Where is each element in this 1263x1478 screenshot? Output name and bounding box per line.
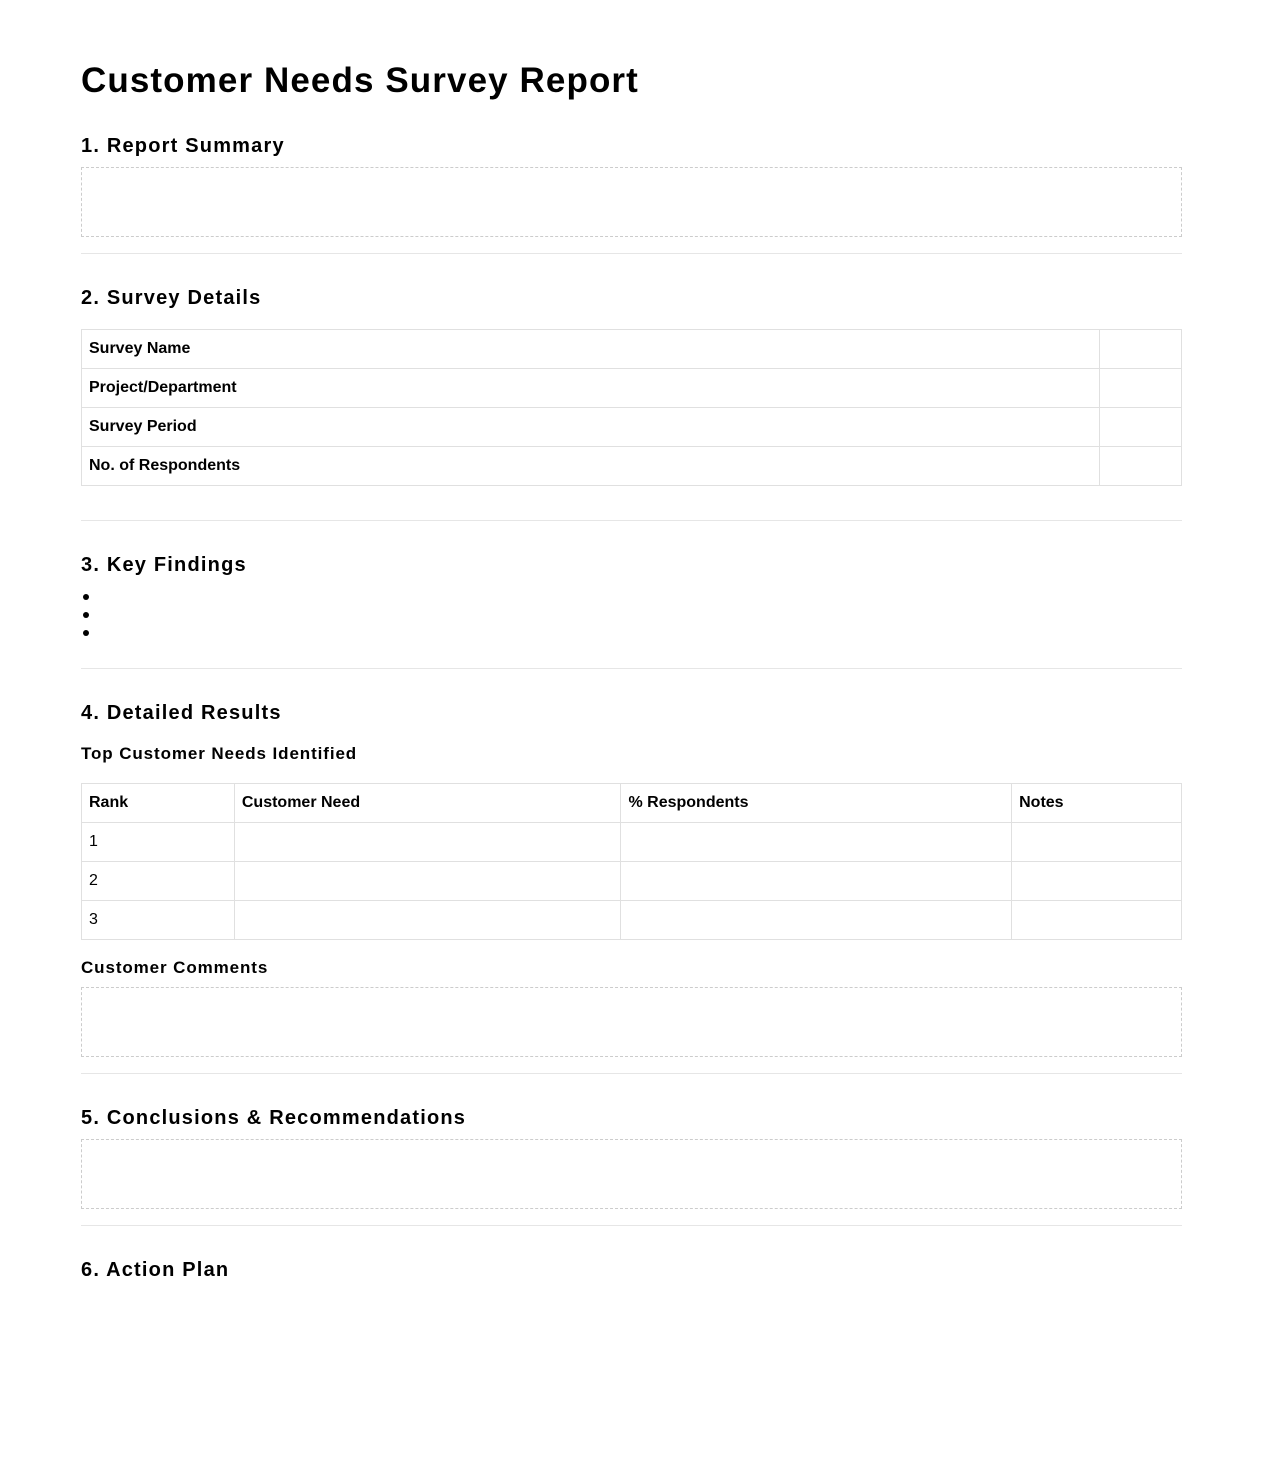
rank-cell: 1 xyxy=(82,823,235,862)
section-heading-detailed-results: 4. Detailed Results xyxy=(81,702,282,724)
table-row xyxy=(82,447,1182,486)
rank-cell: 2 xyxy=(82,862,235,901)
notes-cell[interactable] xyxy=(1012,862,1182,901)
respondents-count-value[interactable] xyxy=(1100,447,1182,486)
respondents-count-label: No. of Respondents xyxy=(82,447,1100,486)
respondents-percent-cell[interactable] xyxy=(621,901,1012,940)
section-heading-survey-details: 2. Survey Details xyxy=(81,287,262,309)
column-header-notes: Notes xyxy=(1012,784,1182,823)
section-divider xyxy=(81,668,1182,669)
project-department-label: Project/Department xyxy=(82,369,1100,408)
subheading-customer-comments: Customer Comments xyxy=(81,958,269,977)
customer-need-cell[interactable] xyxy=(234,901,621,940)
table-row xyxy=(82,330,1182,369)
notes-cell[interactable] xyxy=(1012,901,1182,940)
survey-period-label: Survey Period xyxy=(82,408,1100,447)
survey-period-value[interactable] xyxy=(1100,408,1182,447)
rank-cell: 3 xyxy=(82,901,235,940)
survey-details-table xyxy=(81,329,1182,486)
table-row xyxy=(82,408,1182,447)
respondents-percent-cell[interactable] xyxy=(621,862,1012,901)
table-row xyxy=(82,823,1182,862)
customer-need-cell[interactable] xyxy=(234,862,621,901)
survey-name-label: Survey Name xyxy=(82,330,1100,369)
subheading-top-needs: Top Customer Needs Identified xyxy=(81,744,358,763)
project-department-value[interactable] xyxy=(1100,369,1182,408)
summary-box[interactable] xyxy=(81,167,1182,237)
notes-cell[interactable] xyxy=(1012,823,1182,862)
column-header-respondents-percent: % Respondents xyxy=(621,784,1012,823)
conclusions-box[interactable] xyxy=(81,1139,1182,1209)
customer-need-cell[interactable] xyxy=(234,823,621,862)
page-title: Customer Needs Survey Report xyxy=(81,61,639,100)
column-header-rank: Rank xyxy=(82,784,235,823)
table-row xyxy=(82,901,1182,940)
section-divider xyxy=(81,1225,1182,1226)
respondents-percent-cell[interactable] xyxy=(621,823,1012,862)
column-header-customer-need: Customer Need xyxy=(234,784,621,823)
section-divider xyxy=(81,520,1182,521)
table-row xyxy=(82,862,1182,901)
section-divider xyxy=(81,1073,1182,1074)
section-heading-action-plan: 6. Action Plan xyxy=(81,1259,230,1281)
section-heading-conclusions: 5. Conclusions & Recommendations xyxy=(81,1107,467,1129)
customer-comments-box[interactable] xyxy=(81,987,1182,1057)
top-needs-table xyxy=(81,783,1182,940)
section-heading-key-findings: 3. Key Findings xyxy=(81,554,247,576)
survey-name-value[interactable] xyxy=(1100,330,1182,369)
table-header-row xyxy=(82,784,1182,823)
section-divider xyxy=(81,253,1182,254)
table-row xyxy=(82,369,1182,408)
section-heading-summary: 1. Report Summary xyxy=(81,135,285,157)
